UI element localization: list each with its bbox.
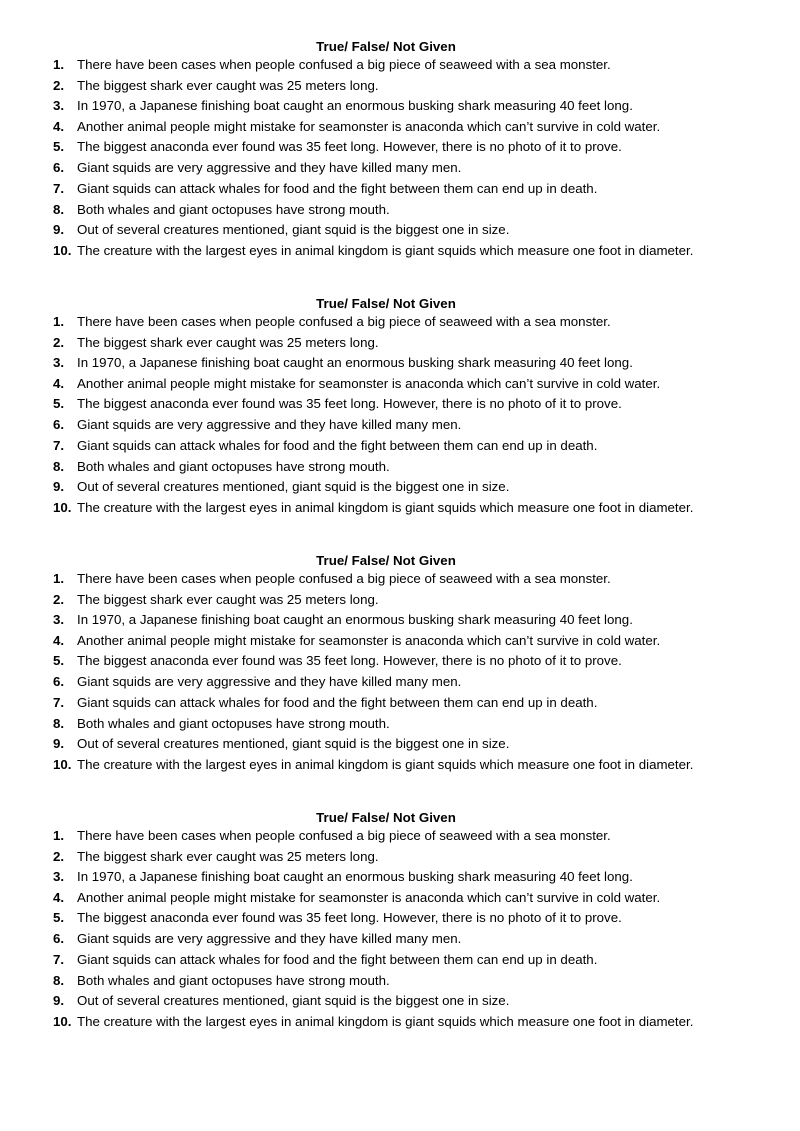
question-number: 7. (53, 952, 65, 967)
question-text: The biggest anaconda ever found was 35 feet long. However, there is no photo of it to prove. (77, 910, 622, 925)
question-text: Out of several creatures mentioned, giant squid is the biggest one in size. (77, 479, 510, 494)
question-number: 9. (53, 222, 65, 237)
question-text: There have been cases when people confused a big piece of seaweed with a sea monster. (77, 828, 611, 843)
question-text: The creature with the largest eyes in animal kingdom is giant squids which measure one foot in diameter. (77, 757, 694, 772)
question-text: In 1970, a Japanese finishing boat caught an enormous busking shark measuring 40 feet long. (77, 98, 633, 113)
question-number: 9. (53, 479, 65, 494)
question-item (0, 610, 800, 630)
question-number: 7. (53, 438, 65, 453)
question-item (0, 374, 800, 394)
question-number: 4. (53, 633, 65, 648)
question-item (0, 929, 800, 949)
question-number: 5. (53, 396, 65, 411)
question-number: 6. (53, 674, 65, 689)
question-text: The biggest shark ever caught was 25 meters long. (77, 592, 379, 607)
question-number: 1. (53, 57, 65, 72)
question-item (0, 950, 800, 970)
question-text: Another animal people might mistake for seamonster is anaconda which can’t survive in cold water. (77, 890, 661, 905)
question-item (0, 569, 800, 589)
question-text: The biggest anaconda ever found was 35 feet long. However, there is no photo of it to prove. (77, 396, 622, 411)
section-title: True/ False/ Not Given (316, 810, 456, 825)
question-number: 4. (53, 890, 65, 905)
question-text: Both whales and giant octopuses have strong mouth. (77, 973, 390, 988)
question-text: Both whales and giant octopuses have strong mouth. (77, 202, 390, 217)
question-number: 2. (53, 335, 65, 350)
question-number: 8. (53, 459, 65, 474)
question-text: Another animal people might mistake for seamonster is anaconda which can’t survive in cold water. (77, 119, 661, 134)
question-text: Giant squids can attack whales for food and the fight between them can end up in death. (77, 952, 598, 967)
question-text: Giant squids are very aggressive and they have killed many men. (77, 674, 462, 689)
question-text: In 1970, a Japanese finishing boat caught an enormous busking shark measuring 40 feet long. (77, 355, 633, 370)
question-item (0, 96, 800, 116)
question-item (0, 436, 800, 456)
question-item (0, 200, 800, 220)
question-number: 9. (53, 993, 65, 1008)
question-item (0, 76, 800, 96)
question-text: There have been cases when people confused a big piece of seaweed with a sea monster. (77, 571, 611, 586)
question-text: In 1970, a Japanese finishing boat caught an enormous busking shark measuring 40 feet long. (77, 612, 633, 627)
question-text: The biggest shark ever caught was 25 meters long. (77, 78, 379, 93)
question-item (0, 333, 800, 353)
question-item (0, 1012, 800, 1032)
question-number: 10. (53, 1014, 72, 1029)
question-number: 10. (53, 500, 72, 515)
question-number: 3. (53, 355, 65, 370)
question-number: 9. (53, 736, 65, 751)
question-item (0, 631, 800, 651)
question-text: Giant squids can attack whales for food and the fight between them can end up in death. (77, 695, 598, 710)
question-item (0, 672, 800, 692)
question-item (0, 137, 800, 157)
question-text: Another animal people might mistake for seamonster is anaconda which can’t survive in cold water. (77, 633, 661, 648)
question-item (0, 991, 800, 1011)
question-item (0, 179, 800, 199)
question-number: 7. (53, 695, 65, 710)
section-title: True/ False/ Not Given (316, 553, 456, 568)
question-item (0, 908, 800, 928)
question-number: 6. (53, 417, 65, 432)
question-item (0, 755, 800, 775)
question-number: 5. (53, 653, 65, 668)
question-text: Both whales and giant octopuses have strong mouth. (77, 459, 390, 474)
question-number: 6. (53, 160, 65, 175)
question-number: 1. (53, 828, 65, 843)
question-text: In 1970, a Japanese finishing boat caught an enormous busking shark measuring 40 feet long. (77, 869, 633, 884)
question-text: The creature with the largest eyes in animal kingdom is giant squids which measure one foot in diameter. (77, 243, 694, 258)
question-item (0, 117, 800, 137)
question-number: 3. (53, 612, 65, 627)
question-text: The creature with the largest eyes in animal kingdom is giant squids which measure one foot in diameter. (77, 1014, 694, 1029)
question-text: Both whales and giant octopuses have strong mouth. (77, 716, 390, 731)
question-text: Giant squids are very aggressive and they have killed many men. (77, 160, 462, 175)
question-number: 8. (53, 973, 65, 988)
question-text: There have been cases when people confused a big piece of seaweed with a sea monster. (77, 57, 611, 72)
question-number: 4. (53, 376, 65, 391)
question-number: 8. (53, 202, 65, 217)
question-number: 5. (53, 910, 65, 925)
question-number: 2. (53, 849, 65, 864)
question-item (0, 714, 800, 734)
question-text: Out of several creatures mentioned, giant squid is the biggest one in size. (77, 736, 510, 751)
question-number: 6. (53, 931, 65, 946)
question-item (0, 693, 800, 713)
question-item (0, 158, 800, 178)
question-item (0, 457, 800, 477)
question-number: 4. (53, 119, 65, 134)
question-text: Giant squids can attack whales for food and the fight between them can end up in death. (77, 438, 598, 453)
question-number: 8. (53, 716, 65, 731)
question-number: 1. (53, 314, 65, 329)
question-item (0, 498, 800, 518)
question-text: Out of several creatures mentioned, giant squid is the biggest one in size. (77, 222, 510, 237)
question-item (0, 826, 800, 846)
question-text: Giant squids can attack whales for food and the fight between them can end up in death. (77, 181, 598, 196)
question-item (0, 394, 800, 414)
question-text: Giant squids are very aggressive and they have killed many men. (77, 931, 462, 946)
question-number: 5. (53, 139, 65, 154)
question-number: 7. (53, 181, 65, 196)
question-number: 10. (53, 243, 72, 258)
section-title: True/ False/ Not Given (316, 296, 456, 311)
question-item (0, 477, 800, 497)
question-text: The biggest shark ever caught was 25 meters long. (77, 335, 379, 350)
question-text: The biggest anaconda ever found was 35 feet long. However, there is no photo of it to prove. (77, 653, 622, 668)
question-text: There have been cases when people confused a big piece of seaweed with a sea monster. (77, 314, 611, 329)
question-text: The biggest shark ever caught was 25 meters long. (77, 849, 379, 864)
question-number: 2. (53, 592, 65, 607)
question-text: Giant squids are very aggressive and they have killed many men. (77, 417, 462, 432)
question-number: 10. (53, 757, 72, 772)
question-item (0, 847, 800, 867)
question-number: 1. (53, 571, 65, 586)
question-text: Another animal people might mistake for seamonster is anaconda which can’t survive in cold water. (77, 376, 661, 391)
question-item (0, 312, 800, 332)
question-number: 2. (53, 78, 65, 93)
question-number: 3. (53, 869, 65, 884)
question-item (0, 590, 800, 610)
section-title: True/ False/ Not Given (316, 39, 456, 54)
question-item (0, 734, 800, 754)
question-item (0, 220, 800, 240)
question-item (0, 241, 800, 261)
question-text: The creature with the largest eyes in animal kingdom is giant squids which measure one foot in diameter. (77, 500, 694, 515)
question-text: The biggest anaconda ever found was 35 feet long. However, there is no photo of it to prove. (77, 139, 622, 154)
question-item (0, 867, 800, 887)
question-item (0, 55, 800, 75)
question-item (0, 353, 800, 373)
question-text: Out of several creatures mentioned, giant squid is the biggest one in size. (77, 993, 510, 1008)
question-item (0, 651, 800, 671)
question-item (0, 888, 800, 908)
question-number: 3. (53, 98, 65, 113)
question-item (0, 971, 800, 991)
question-item (0, 415, 800, 435)
